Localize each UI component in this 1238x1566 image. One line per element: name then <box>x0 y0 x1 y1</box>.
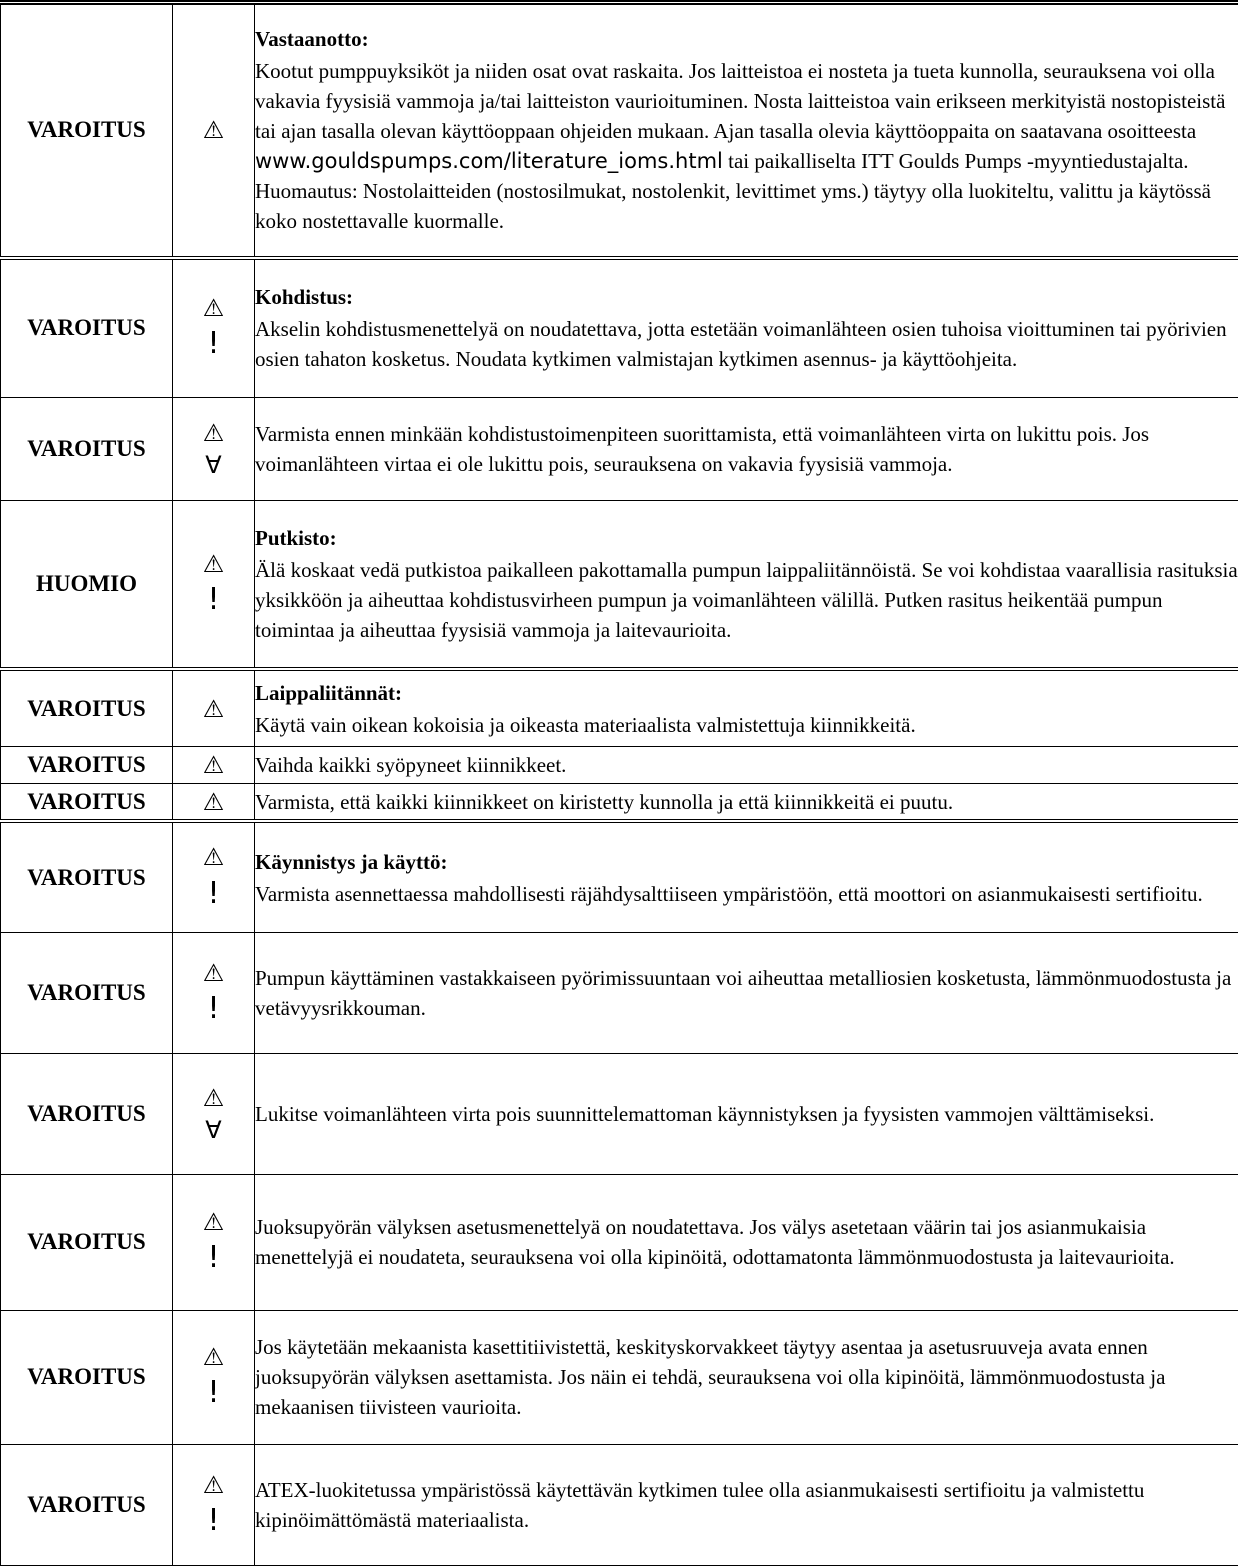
warning-body <box>255 56 1238 236</box>
warning-body: Varmista ennen minkään kohdistustoimenpiteen suorittamista, että voimanlähteen virta on lukittu pois. Jos voimanlähteen virtaa ei ole lukittu pois, seurauksena on vakavia fyysisiä vammoja. <box>255 422 1150 477</box>
warning-triangle-icon: ⚠ <box>202 1342 225 1371</box>
signal-word: VAROITUS <box>1 258 173 398</box>
hazard-symbols <box>173 747 255 784</box>
hazard-symbols <box>173 397 255 500</box>
warning-body-part: tai paikalliselta ITT Goulds Pumps -myyntiedustajalta. Huomautus: Nostolaitteiden (nostosilmukat, nostolenkit, levittimet yms.) täytyy olla luokiteltu, valittu ja käytössä koko nostettavalle kuormalle. <box>255 149 1211 234</box>
warning-row <box>1 1175 1238 1310</box>
signal-word: VAROITUS <box>1 1054 173 1175</box>
warning-text <box>255 258 1238 398</box>
section-title: Putkisto: <box>255 526 337 551</box>
warning-body: Älä koskaat vedä putkistoa paikalleen pakottamalla pumpun laippaliitännöistä. Se voi kohdistaa vaarallisia rasituksia yksikköön ja aiheuttaa kohdistusvirheen pumpun ja voimanlähteen välillä. Putken rasitus heikentää pumpun toimintaa ja aiheuttaa fyysisiä vammoja ja laitevaurioita. <box>255 558 1238 643</box>
exclamation-icon: ! <box>207 1240 220 1276</box>
forall-icon: ∀ <box>205 451 222 480</box>
section-title: Vastaanotto: <box>255 27 369 52</box>
warning-body: Jos käytetään mekaanista kasettitiivistettä, keskityskorvakkeet täytyy asentaa ja asetusruuveja avata ennen juoksupyörän välyksen asettamista. Jos näin ei tehdä, seurauksena voi olla kipinöitä, lämmönmuodostusta ja mekaanisen tiivisteen vaurioita. <box>255 1335 1166 1420</box>
warning-text <box>255 1444 1238 1565</box>
warning-body: Akselin kohdistusmenettelyä on noudatettava, jotta estetään voimanlähteen osien tuhoisa vioittuminen tai pyörivien osien tahaton kosketus. Noudata kytkimen valmistajan kytkimen asennus- ja käyttöohjeita. <box>255 317 1227 372</box>
exclamation-icon: ! <box>207 582 220 618</box>
warning-triangle-icon: ⚠ <box>202 751 225 780</box>
warning-row <box>1 669 1238 747</box>
warning-body: Pumpun käyttäminen vastakkaiseen pyörimissuuntaan voi aiheuttaa metalliosien kosketusta, lämmönmuodostusta ja vetävyysrikkouman. <box>255 966 1232 1021</box>
warning-triangle-icon: ⚠ <box>202 694 225 723</box>
hazard-symbols <box>173 501 255 669</box>
warning-row <box>1 821 1238 933</box>
warning-row <box>1 501 1238 669</box>
section-title: Käynnistys ja käyttö: <box>255 849 448 874</box>
warning-row <box>1 1054 1238 1175</box>
hazard-symbols <box>173 784 255 821</box>
warning-text <box>255 933 1238 1054</box>
warning-triangle-icon: ⚠ <box>202 1470 225 1499</box>
exclamation-icon: ! <box>207 991 220 1027</box>
hazard-symbols <box>173 1310 255 1444</box>
warning-triangle-icon: ⚠ <box>202 418 225 447</box>
exclamation-icon: ! <box>207 326 220 362</box>
signal-word: VAROITUS <box>1 669 173 747</box>
hazard-symbols <box>173 1175 255 1310</box>
signal-word: VAROITUS <box>1 3 173 258</box>
section-title: Laippaliitännät: <box>255 680 403 705</box>
warning-row <box>1 747 1238 784</box>
signal-word: VAROITUS <box>1 1175 173 1310</box>
warning-row <box>1 3 1238 258</box>
warning-triangle-icon: ⚠ <box>202 116 225 145</box>
signal-word: VAROITUS <box>1 1444 173 1565</box>
warning-triangle-icon: ⚠ <box>202 1207 225 1236</box>
forall-icon: ∀ <box>205 1116 222 1145</box>
hazard-symbols <box>173 1054 255 1175</box>
literature-url[interactable]: www.gouldspumps.com/literature_ioms.html <box>255 149 723 174</box>
signal-word: VAROITUS <box>1 933 173 1054</box>
warning-text <box>255 747 1238 784</box>
exclamation-icon: ! <box>207 1375 220 1411</box>
exclamation-icon: ! <box>207 1502 220 1538</box>
warning-text <box>255 3 1238 258</box>
hazard-symbols <box>173 821 255 933</box>
warning-text <box>255 397 1238 500</box>
hazard-symbols <box>173 669 255 747</box>
warning-body: Lukitse voimanlähteen virta pois suunnittelemattoman käynnistyksen ja fyysisten vammojen välttämiseksi. <box>255 1102 1155 1127</box>
warning-text <box>255 501 1238 669</box>
warning-body: ATEX-luokitetussa ympäristössä käytettävän kytkimen tulee olla asianmukaisesti sertifioitu ja valmistettu kipinöimättömästä materiaalista. <box>255 1477 1145 1532</box>
hazard-symbols <box>173 3 255 258</box>
signal-word: VAROITUS <box>1 784 173 821</box>
warning-triangle-icon: ⚠ <box>202 843 225 872</box>
signal-word: VAROITUS <box>1 747 173 784</box>
warning-body: Varmista, että kaikki kiinnikkeet on kiristetty kunnolla ja että kiinnikkeitä ei puutu. <box>255 789 954 814</box>
warning-row <box>1 933 1238 1054</box>
warning-text <box>255 1175 1238 1310</box>
hazard-symbols <box>173 258 255 398</box>
warning-triangle-icon: ⚠ <box>202 1083 225 1112</box>
warning-triangle-icon: ⚠ <box>202 958 225 987</box>
warning-row <box>1 784 1238 821</box>
warning-body: Vaihda kaikki syöpyneet kiinnikkeet. <box>255 753 567 778</box>
warning-body: Käytä vain oikean kokoisia ja oikeasta materiaalista valmistettuja kiinnikkeitä. <box>255 712 916 737</box>
warning-text <box>255 1310 1238 1444</box>
warning-body-part: Kootut pumppuyksiköt ja niiden osat ovat raskaita. Jos laitteistoa ei nosteta ja tueta kunnolla, seurauksena voi olla vakavia fyysisiä vammoja ja/tai laitteiston vaurioituminen. Nosta laitteistoa vain erikseen merkityistä nostopisteistä tai ajan tasalla olevan käyttöoppaan ohjeiden mukaan. Ajan tasalla olevia käyttöoppaita on saatavana osoitteesta <box>255 59 1226 144</box>
warning-triangle-icon: ⚠ <box>202 787 225 816</box>
signal-word: VAROITUS <box>1 1310 173 1444</box>
warning-text <box>255 669 1238 747</box>
signal-word: VAROITUS <box>1 821 173 933</box>
hazard-symbols <box>173 933 255 1054</box>
warning-row <box>1 1444 1238 1565</box>
hazard-symbols <box>173 1444 255 1565</box>
warning-row <box>1 397 1238 500</box>
warning-body: Varmista asennettaessa mahdollisesti räjähdysalttiiseen ympäristöön, että moottori on asianmukaisesti sertifioitu. <box>255 881 1203 906</box>
warning-text <box>255 1054 1238 1175</box>
section-title: Kohdistus: <box>255 285 354 310</box>
warning-body: Juoksupyörän välyksen asetusmenettelyä on noudatettava. Jos välys asetetaan väärin tai jos asianmukaisia menettelyjä ei noudateta, seurauksena voi olla kipinöitä, odottamatonta lämmönmuodostusta ja laitevaurioita. <box>255 1215 1175 1270</box>
warning-triangle-icon: ⚠ <box>202 549 225 578</box>
signal-word: HUOMIO <box>1 501 173 669</box>
warning-row <box>1 1310 1238 1444</box>
warning-text <box>255 821 1238 933</box>
warning-text <box>255 784 1238 821</box>
exclamation-icon: ! <box>207 875 220 911</box>
warning-triangle-icon: ⚠ <box>202 293 225 322</box>
signal-word: VAROITUS <box>1 397 173 500</box>
warning-row <box>1 258 1238 398</box>
